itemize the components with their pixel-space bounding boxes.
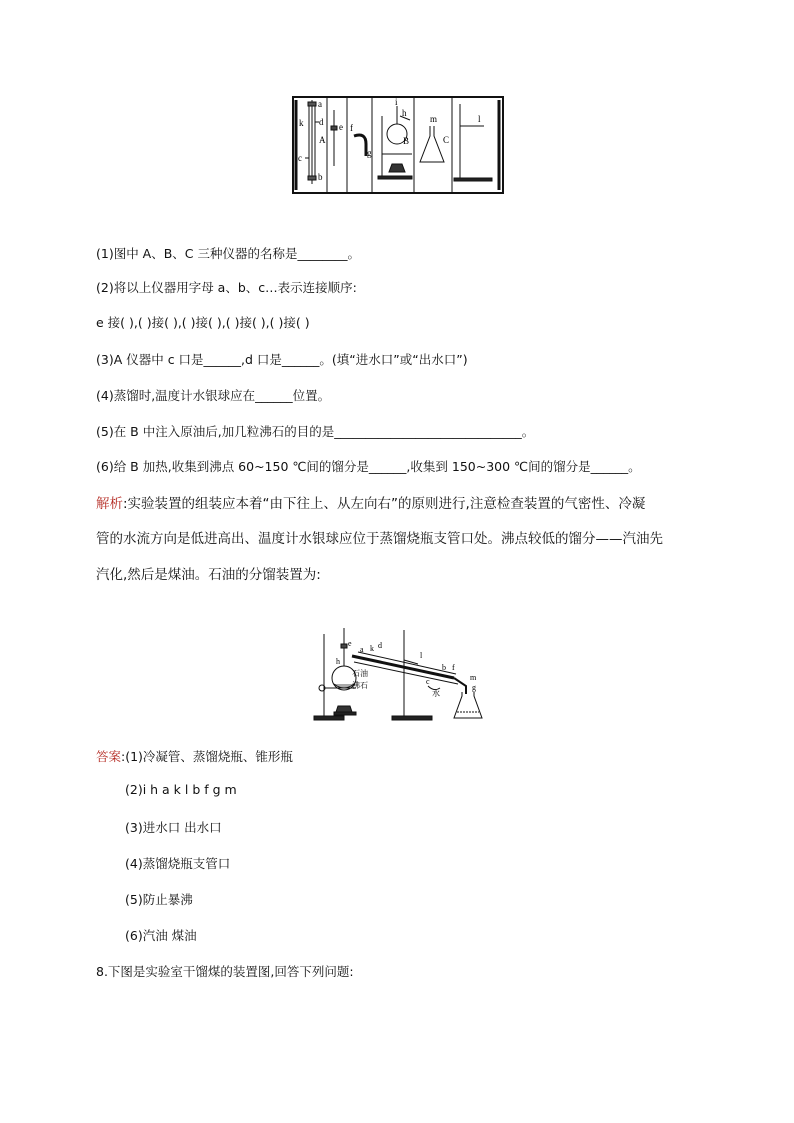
answer-5: (5)防止暴沸 <box>125 892 193 907</box>
analysis-label: 解析 <box>96 496 123 512</box>
label2-k: k <box>370 644 374 653</box>
label2-m: m <box>470 673 477 682</box>
question-2: (2)将以上仪器用字母 a、b、c…表示连接顺序: <box>96 280 357 295</box>
question-4: (4)蒸馏时,温度计水银球应在______位置。 <box>96 388 331 403</box>
label-c: c <box>298 153 302 163</box>
answer-line-1 <box>96 747 293 765</box>
label2-oil: 石油 <box>352 669 368 678</box>
label2-f: f <box>452 663 455 672</box>
analysis-line-3: 汽化,然后是煤油。石油的分馏装置为: <box>96 567 321 583</box>
label-h: h <box>402 108 407 118</box>
label-k: k <box>299 118 304 128</box>
analysis-line-1 <box>96 492 645 512</box>
label-B: B <box>403 136 410 146</box>
question-6: (6)给 B 加热,收集到沸点 60~150 ℃间的馏分是______,收集到 150~300 ℃间的馏分是______。 <box>96 459 641 474</box>
label-a: a <box>318 99 322 109</box>
label-i: i <box>395 97 398 107</box>
question-5: (5)在 B 中注入原油后,加几粒沸石的目的是______________________________。 <box>96 424 535 439</box>
label-m: m <box>430 114 438 124</box>
label-g: g <box>367 148 372 158</box>
answer-text-1: :(1)冷凝管、蒸馏烧瓶、锥形瓶 <box>121 749 293 764</box>
distillation-setup-figure <box>308 626 498 726</box>
question-2-sequence: e 接( ),( )接( ),( )接( ),( )接( ),( )接( ) <box>96 315 310 330</box>
answer-3: (3)进水口 出水口 <box>125 820 222 835</box>
label2-c: c <box>426 677 430 686</box>
answer-4: (4)蒸馏烧瓶支管口 <box>125 856 231 871</box>
label-l: l <box>478 114 481 124</box>
answer-label: 答案 <box>96 749 122 764</box>
question-8-heading: 8.下图是实验室干馏煤的装置图,回答下列问题: <box>96 964 354 979</box>
apparatus-parts-figure <box>292 96 504 194</box>
label2-b: b <box>442 663 446 672</box>
label2-g: g <box>472 683 476 692</box>
label2-l: l <box>420 651 423 660</box>
analysis-text-1: :实验装置的组装应本着“由下往上、从左向右”的原则进行,注意检查装置的气密性、冷凝 <box>123 496 646 512</box>
label2-e: e <box>348 639 352 648</box>
question-1: (1)图中 A、B、C 三种仪器的名称是________。 <box>96 246 361 261</box>
analysis-line-2: 管的水流方向是低进高出、温度计水银球应位于蒸馏烧瓶支管口处。沸点较低的馏分——汽油先 <box>96 531 663 547</box>
label-A: A <box>319 135 326 145</box>
answer-2: (2)i h a k l b f g m <box>125 782 237 797</box>
label2-h: h <box>336 657 340 666</box>
label-d: d <box>319 117 324 127</box>
label2-a: a <box>360 645 364 654</box>
label-e: e <box>339 122 343 132</box>
label-C: C <box>443 135 450 145</box>
label-b: b <box>318 172 323 182</box>
question-3: (3)A 仪器中 c 口是______,d 口是______。(填“进水口”或“出水口”) <box>96 352 468 367</box>
label2-water: 水 <box>432 689 440 698</box>
label-f: f <box>350 123 353 133</box>
label2-d: d <box>378 641 382 650</box>
label2-stone: 沸石 <box>352 681 368 690</box>
answer-6: (6)汽油 煤油 <box>125 928 197 943</box>
